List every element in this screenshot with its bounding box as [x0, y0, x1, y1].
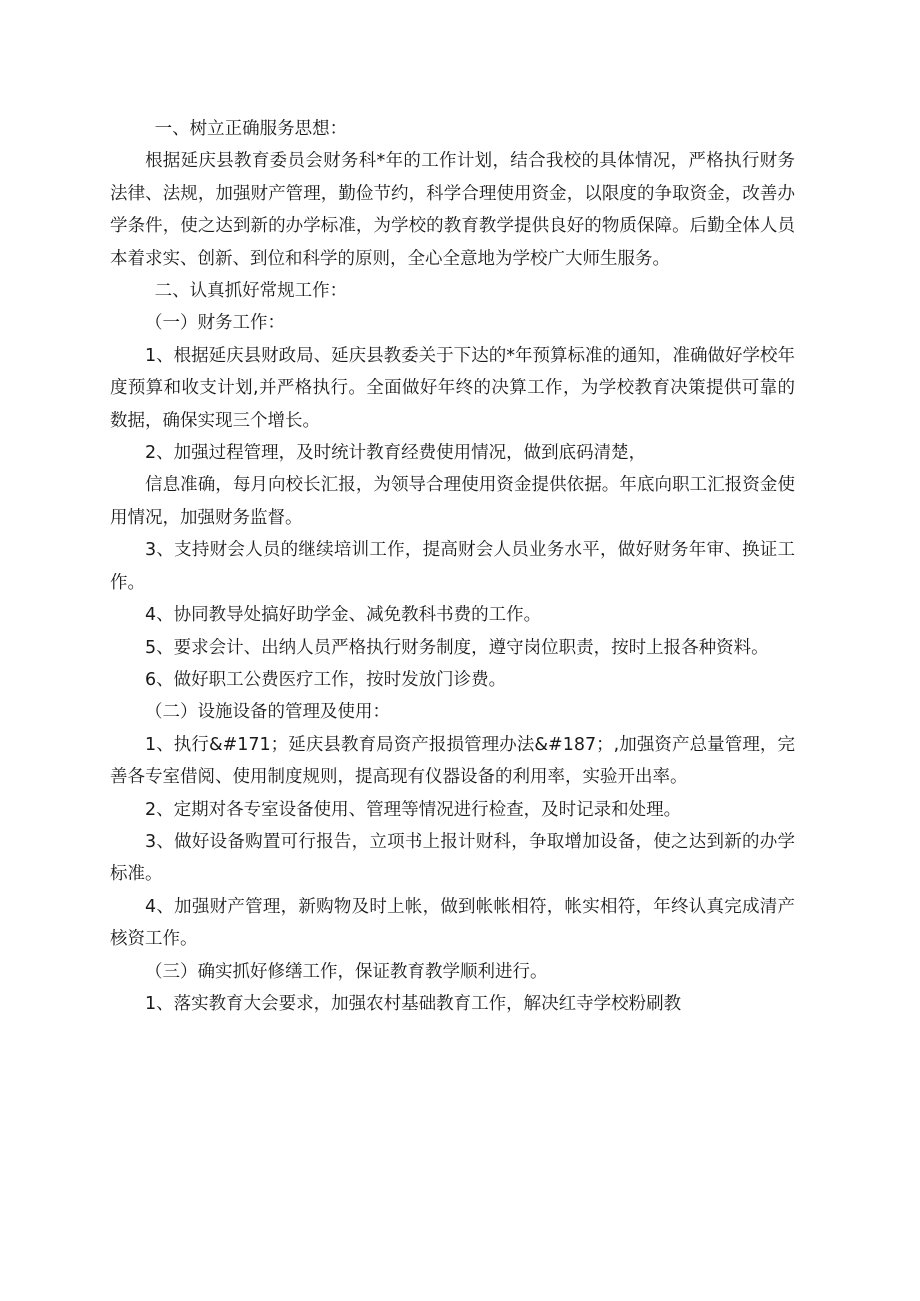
subsection-heading-2: （二）设施设备的管理及使用：	[145, 702, 390, 723]
list-item: 1、落实教育大会要求，加强农村基础教育工作，解决红寺学校粉刷教	[145, 993, 682, 1014]
list-item: 2、加强过程管理，及时统计教育经费使用情况，做到底码清楚，	[145, 443, 647, 464]
paragraph: 根据延庆县教育委员会财务科*年的工作计划，结合我校的具体情况，严格执行财务法律、法规，加强财产管理，勤俭节约，科学合理使用资金，以限度的争取资金，改善办学条件，使之达到新的办学标准，为学校的教育教学提供良好的物质保障。后勤全体人员本着求实、创新、到位和科学的原则，全心全意地为学校广大师生服务。	[110, 151, 795, 269]
list-item: 4、协同教导处搞好助学金、减免教科书费的工作。	[145, 605, 542, 626]
document-body	[110, 113, 795, 1020]
list-item: 5、要求会计、出纳人员严格执行财务制度，遵守岗位职责，按时上报各种资料。	[145, 637, 769, 658]
list-item: 3、做好设备购置可行报告，立项书上报计财科，争取增加设备，使之达到新的办学标准。	[110, 831, 795, 885]
list-item: 1、执行&#171；延庆县教育局资产报损管理办法&#187；,加强资产总量管理，完善各专室借阅、使用制度规则，提高现有仪器设备的利用率，实验开出率。	[110, 734, 795, 788]
list-item: 6、做好职工公费医疗工作，按时发放门诊费。	[145, 669, 507, 690]
paragraph: 信息准确，每月向校长汇报，为领导合理使用资金提供依据。年底向职工汇报资金使用情况，加强财务监督。	[110, 475, 795, 528]
subsection-heading-1: （一）财务工作：	[145, 313, 285, 334]
list-item: 3、支持财会人员的继续培训工作，提高财会人员业务水平，做好财务年审、换证工作。	[110, 540, 795, 593]
subsection-heading-3: （三）确实抓好修缮工作，保证教育教学顺利进行。	[145, 961, 548, 982]
list-item: 1、根据延庆县财政局、延庆县教委关于下达的*年预算标准的通知，准确做好学校年度预算和收支计划,并严格执行。全面做好年终的决算工作，为学校教育决策提供可靠的数据，确保实现三个增长。	[110, 345, 795, 431]
list-item: 4、加强财产管理，新购物及时上帐，做到帐帐相符，帐实相符，年终认真完成清产核资工作。	[110, 896, 795, 950]
section-heading-2: 二、认真抓好常规工作：	[154, 281, 348, 302]
section-heading-1: 一、树立正确服务思想：	[154, 119, 348, 139]
list-item: 2、定期对各专室设备使用、管理等情况进行检查，及时记录和处理。	[145, 799, 682, 820]
